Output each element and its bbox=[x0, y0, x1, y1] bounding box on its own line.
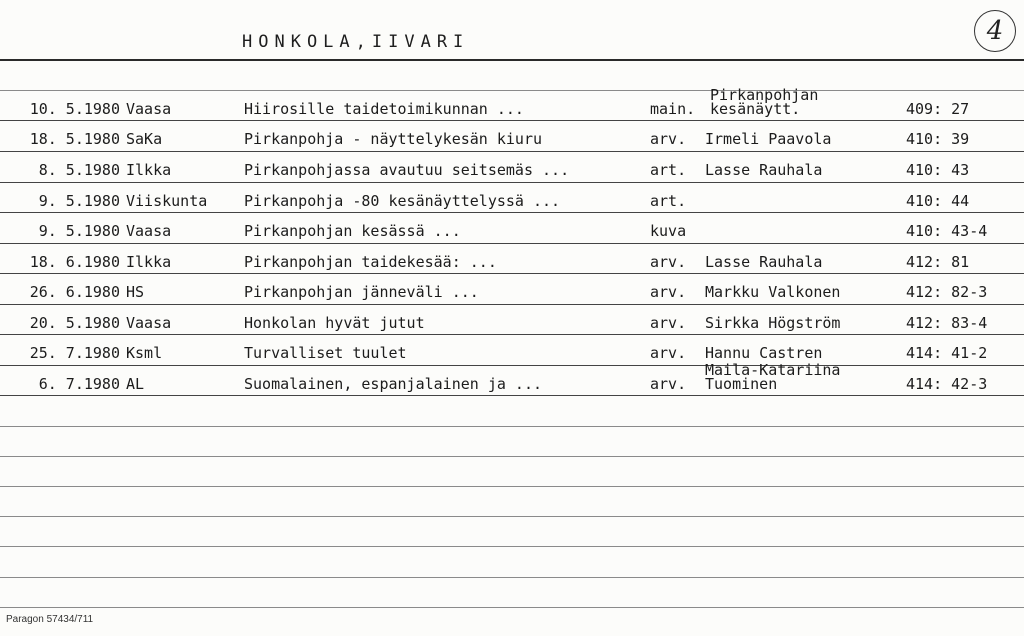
entry-date: 18. 6.1980 bbox=[29, 253, 120, 271]
entry-reference: 410: 43-4 bbox=[906, 222, 988, 240]
entry-author-line: kesänäytt. bbox=[710, 100, 801, 118]
table-row bbox=[0, 86, 1024, 122]
entry-author: Irmeli Paavola bbox=[705, 130, 832, 148]
entry-reference: 414: 42-3 bbox=[906, 375, 988, 393]
rule-line bbox=[0, 90, 1024, 91]
entry-type: arv. bbox=[650, 375, 687, 393]
entry-author: Hannu Castren bbox=[705, 344, 823, 362]
card-number-badge: 4 bbox=[974, 10, 1016, 52]
entry-title: Pirkanpohjan kesässä ... bbox=[244, 222, 461, 240]
entry-author-line: Tuominen bbox=[705, 375, 778, 393]
entry-source: Ksml bbox=[126, 344, 163, 362]
entry-source: Vaasa bbox=[126, 314, 172, 332]
entry-type: arv. bbox=[650, 130, 687, 148]
entry-title: Suomalainen, espanjalainen ja ... bbox=[244, 375, 543, 393]
rule-line bbox=[0, 516, 1024, 517]
rule-line bbox=[0, 426, 1024, 427]
table-row bbox=[0, 336, 1024, 366]
entry-date: 9. 5.1980 bbox=[38, 192, 120, 210]
entry-date: 6. 7.1980 bbox=[38, 375, 120, 393]
entry-type: main. bbox=[650, 100, 696, 118]
entry-author: Sirkka Högström bbox=[705, 314, 841, 332]
table-row bbox=[0, 122, 1024, 152]
entry-title: Pirkanpohja - näyttelykesän kiuru bbox=[244, 130, 543, 148]
entry-author: Markku Valkonen bbox=[705, 283, 841, 301]
entry-date: 18. 5.1980 bbox=[29, 130, 120, 148]
entry-reference: 409: 27 bbox=[906, 100, 970, 118]
entry-reference: 412: 82-3 bbox=[906, 283, 988, 301]
entry-type: arv. bbox=[650, 283, 687, 301]
printer-mark: Paragon 57434/711 bbox=[6, 614, 94, 625]
entry-author-line: Maila-Katariina bbox=[705, 361, 841, 379]
rule-line bbox=[0, 546, 1024, 547]
entry-date: 25. 7.1980 bbox=[29, 344, 120, 362]
entry-type: art. bbox=[650, 192, 687, 210]
table-row bbox=[0, 184, 1024, 214]
entry-title: Hiirosille taidetoimikunnan ... bbox=[244, 100, 524, 118]
entry-title: Pirkanpohja -80 kesänäyttelyssä ... bbox=[244, 192, 561, 210]
entry-date: 8. 5.1980 bbox=[38, 161, 120, 179]
rule-line bbox=[0, 607, 1024, 608]
rule-line bbox=[0, 456, 1024, 457]
entry-source: SaKa bbox=[126, 130, 163, 148]
entry-date: 10. 5.1980 bbox=[29, 100, 120, 118]
entry-type: art. bbox=[650, 161, 687, 179]
entry-author bbox=[705, 363, 840, 391]
rule-line bbox=[0, 486, 1024, 487]
entry-title: Honkolan hyvät jutut bbox=[244, 314, 425, 332]
entry-type: arv. bbox=[650, 253, 687, 271]
table-row bbox=[0, 153, 1024, 183]
entry-title: Pirkanpohjassa avautuu seitsemäs ... bbox=[244, 161, 570, 179]
entry-type: arv. bbox=[650, 344, 687, 362]
entry-reference: 412: 83-4 bbox=[906, 314, 988, 332]
entry-title: Pirkanpohjan jänneväli ... bbox=[244, 283, 479, 301]
entry-source: Ilkka bbox=[126, 161, 172, 179]
card-title: HONKOLA,IIVARI bbox=[242, 32, 470, 52]
entry-source: AL bbox=[126, 375, 145, 393]
entry-reference: 410: 44 bbox=[906, 192, 970, 210]
entry-source: Ilkka bbox=[126, 253, 172, 271]
entry-author-line: Pirkanpohjan bbox=[710, 86, 819, 104]
entry-source: Vaasa bbox=[126, 222, 172, 240]
table-row bbox=[0, 214, 1024, 244]
entry-reference: 410: 43 bbox=[906, 161, 970, 179]
entry-author bbox=[710, 88, 818, 116]
table-row bbox=[0, 306, 1024, 336]
table-row bbox=[0, 245, 1024, 275]
table-row bbox=[0, 361, 1024, 397]
entry-author: Lasse Rauhala bbox=[705, 253, 823, 271]
entry-date: 9. 5.1980 bbox=[38, 222, 120, 240]
rule-line bbox=[0, 577, 1024, 578]
entry-source: Viiskunta bbox=[126, 192, 208, 210]
entry-source: HS bbox=[126, 283, 145, 301]
entry-type: kuva bbox=[650, 222, 687, 240]
entry-date: 26. 6.1980 bbox=[29, 283, 120, 301]
entry-source: Vaasa bbox=[126, 100, 172, 118]
table-row bbox=[0, 275, 1024, 305]
entry-author: Lasse Rauhala bbox=[705, 161, 823, 179]
entry-reference: 410: 39 bbox=[906, 130, 970, 148]
entry-reference: 412: 81 bbox=[906, 253, 970, 271]
entry-type: arv. bbox=[650, 314, 687, 332]
entry-date: 20. 5.1980 bbox=[29, 314, 120, 332]
entry-title: Turvalliset tuulet bbox=[244, 344, 407, 362]
entry-title: Pirkanpohjan taidekesää: ... bbox=[244, 253, 497, 271]
header-rule bbox=[0, 59, 1024, 61]
entry-reference: 414: 41-2 bbox=[906, 344, 988, 362]
